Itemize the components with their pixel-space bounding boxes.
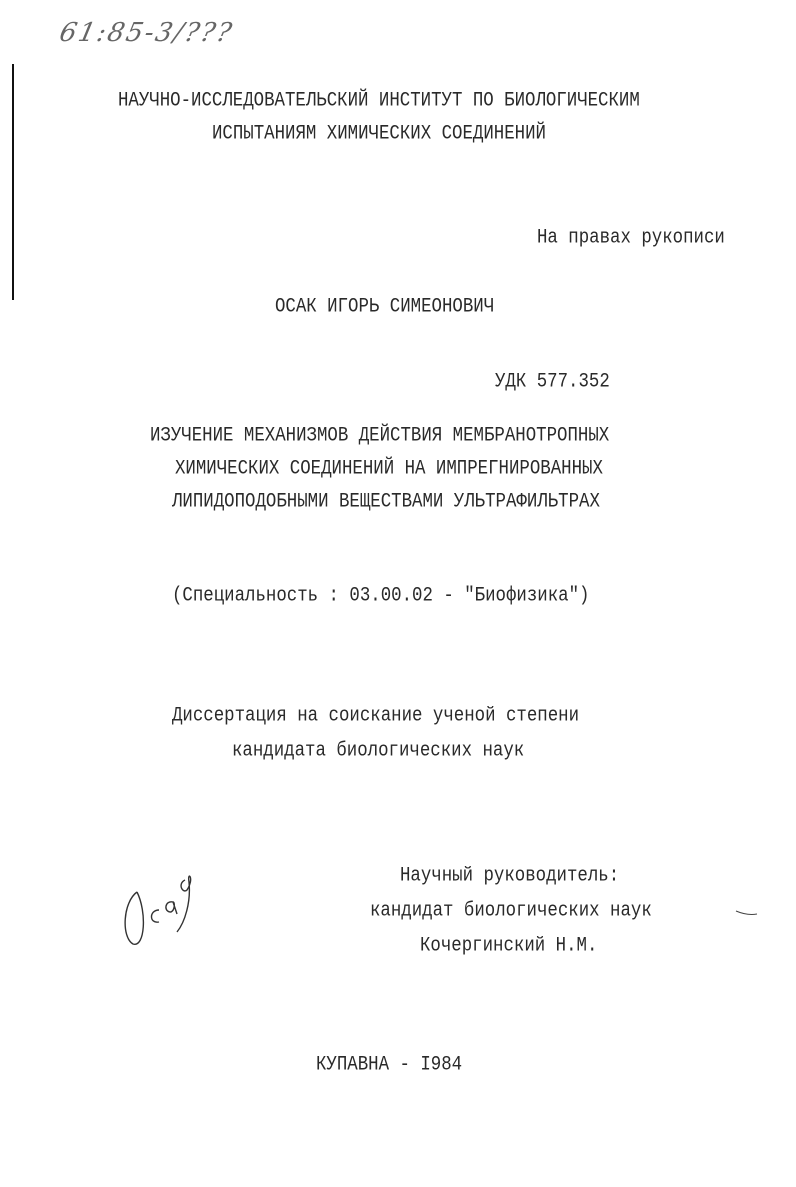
specialty: (Специальность : 03.00.02 - "Биофизика") — [172, 585, 590, 608]
scan-mark — [735, 908, 759, 918]
supervisor-label: Научный руководитель: — [400, 865, 620, 888]
udc-code: УДК 577.352 — [495, 371, 610, 394]
handwritten-signature — [115, 862, 205, 957]
handwritten-archive-mark: 61:85-3/??? — [56, 18, 237, 48]
supervisor-degree: кандидат биологических наук — [370, 900, 652, 923]
title-line-2: ХИМИЧЕСКИХ СОЕДИНЕНИЙ НА ИМПРЕГНИРОВАННЫХ — [175, 458, 603, 481]
dissertation-line-1: Диссертация на соискание ученой степени — [172, 705, 580, 728]
institute-line-2: ИСПЫТАНИЯМ ХИМИЧЕСКИХ СОЕДИНЕНИЙ — [212, 123, 546, 146]
rights-note: На правах рукописи — [537, 227, 725, 250]
margin-line — [12, 64, 14, 300]
dissertation-line-2: кандидата биологических наук — [232, 740, 525, 763]
title-line-3: ЛИПИДОПОДОБНЫМИ ВЕЩЕСТВАМИ УЛЬТРАФИЛЬТРАХ — [172, 491, 600, 514]
supervisor-name: Кочергинский Н.М. — [420, 935, 598, 958]
place-year: КУПАВНА - I984 — [316, 1054, 463, 1077]
institute-line-1: НАУЧНО-ИССЛЕДОВАТЕЛЬСКИЙ ИНСТИТУТ ПО БИОЛОГИЧЕСКИМ — [118, 90, 640, 113]
title-line-1: ИЗУЧЕНИЕ МЕХАНИЗМОВ ДЕЙСТВИЯ МЕМБРАНОТРОПНЫХ — [150, 425, 610, 448]
author-name: ОСАК ИГОРЬ СИМЕОНОВИЧ — [275, 296, 495, 319]
